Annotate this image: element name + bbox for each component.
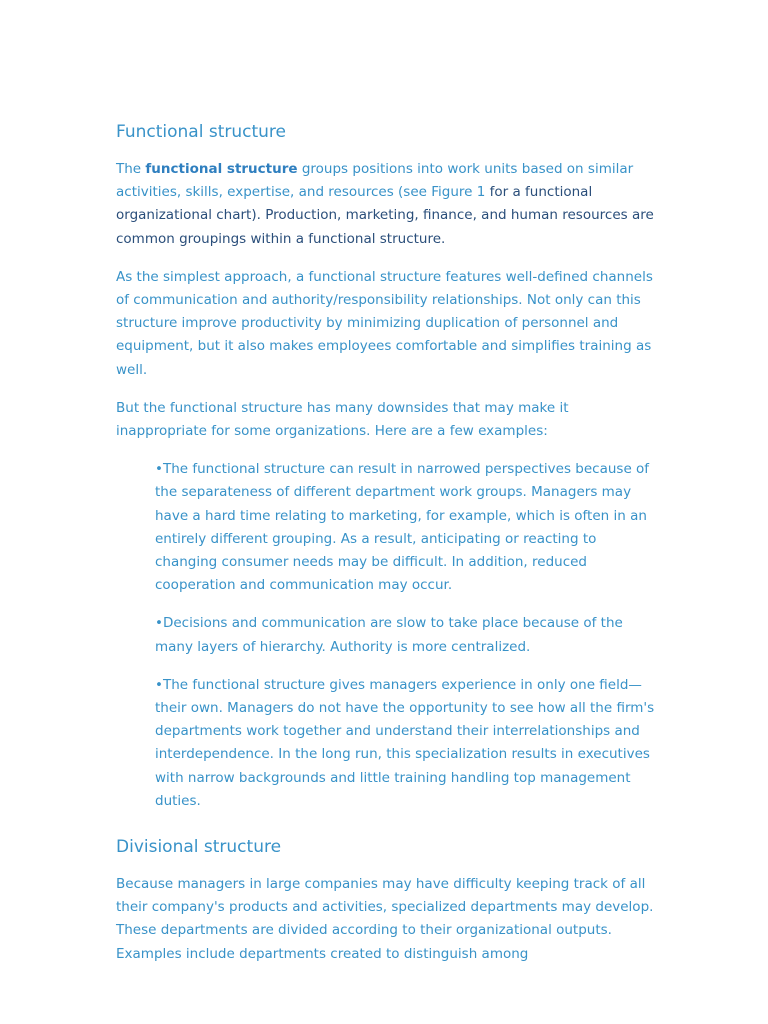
section-heading-divisional: Divisional structure bbox=[116, 837, 282, 858]
list-item: •Decisions and communication are slow to take place because of the many layers of hierarchy. Authority is more centralized. bbox=[155, 615, 623, 655]
paragraph-text: The bbox=[116, 161, 146, 177]
article-body bbox=[116, 118, 656, 981]
paragraph-simplest-approach: As the simplest approach, a functional structure features well-defined channels of communication and authority/responsibility relationships. Not only can this structure improve productivity by minimizing duplication of personnel and equipment, but it also makes employees comfortable and simplifies training as well. bbox=[116, 268, 653, 378]
paragraph-functional-intro bbox=[116, 158, 656, 251]
downsides-list bbox=[116, 458, 656, 813]
paragraph-text: for a functional organizational chart). Production, marketing, finance, and human resources are common groupings within a functional structure. bbox=[116, 184, 654, 247]
paragraph-downsides: But the functional structure has many downsides that may make it inappropriate for some organizations. Here are a few examples: bbox=[116, 399, 569, 440]
paragraph-text: groups positions into work units based on similar activities, skills, expertise, and resources (see Figure 1 bbox=[116, 161, 634, 201]
list-item: •The functional structure can result in narrowed perspectives because of the separateness of different department work groups. Managers may have a hard time relating to marketing, for example, which is often in an entirely different grouping. As a result, anticipating or reacting to changing consumer needs may be difficult. In addition, reduced cooperation and communication may occur. bbox=[155, 461, 650, 594]
bold-term: functional structure bbox=[145, 161, 298, 177]
section-heading-functional: Functional structure bbox=[116, 122, 286, 142]
list-item: •The functional structure gives managers experience in only one field—their own. Managers do not have the opportunity to see how all the firm's departments work together and understand their interrelationships and interdependence. In the long run, this specialization results in executives with narrow backgrounds and little training handling top management duties. bbox=[155, 676, 655, 809]
paragraph-divisional-intro: Because managers in large companies may have difficulty keeping track of all their company's products and activities, specialized departments may develop. These departments are divided according to their organizational outputs. Examples include departments created to distinguish among bbox=[116, 876, 654, 962]
